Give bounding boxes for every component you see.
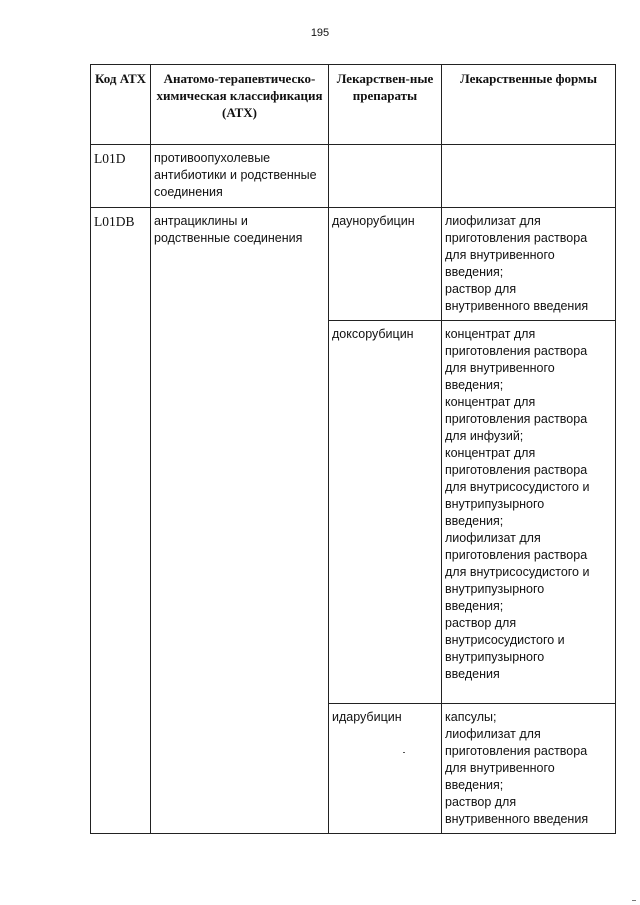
header-forms-label: Лекарственные формы — [459, 71, 598, 86]
dosage-form-line: внутрисосудистого и — [445, 633, 565, 647]
table-row — [91, 145, 616, 208]
dosage-form-line: введения; — [445, 378, 504, 392]
forms-cell — [442, 145, 616, 208]
forms-cell — [442, 704, 616, 834]
dosage-form-line: введения; — [445, 514, 504, 528]
forms-cell — [442, 208, 616, 321]
classification-cell: противоопухолевые антибиотики и родственные соединения — [151, 145, 329, 208]
dosage-form-line: введения; — [445, 778, 504, 792]
dosage-form-line: концентрат для — [445, 395, 536, 409]
dosage-form-line: приготовления раствора — [445, 412, 588, 426]
scan-speck — [403, 752, 405, 753]
dosage-form-line: для внутривенного — [445, 248, 555, 262]
dosage-form-line: лиофилизат для — [445, 214, 541, 228]
atx-classification-table — [90, 64, 616, 834]
header-classification — [151, 65, 329, 145]
dosage-form-line: внутривенного введения — [445, 812, 589, 826]
classification-cell: антрациклины и родственные соединения — [151, 208, 329, 834]
dosage-form-line: приготовления раствора — [445, 231, 588, 245]
drug-cell — [329, 145, 442, 208]
dosage-form-line: раствор для — [445, 616, 517, 630]
dosage-form-line: для внутривенного — [445, 761, 555, 775]
table-row — [91, 208, 616, 321]
dosage-form-line: приготовления раствора — [445, 548, 588, 562]
code-cell: L01D — [91, 145, 151, 208]
dosage-form-line: для внутрисосудистого и — [445, 565, 590, 579]
dosage-form-line: концентрат для — [445, 327, 536, 341]
dosage-form-line: для инфузий; — [445, 429, 524, 443]
page-number: 195 — [310, 27, 330, 39]
dosage-form-line: внутривенного введения — [445, 299, 589, 313]
dosage-form-line: внутрипузырного — [445, 650, 545, 664]
dosage-form-line: для внутрисосудистого и — [445, 480, 590, 494]
dosage-form-line: внутрипузырного — [445, 582, 545, 596]
table-header-row — [91, 65, 616, 145]
scan-edge-mark — [632, 900, 636, 901]
header-code-label: Код АТХ — [94, 71, 147, 86]
dosage-form-line: приготовления раствора — [445, 344, 588, 358]
dosage-form-line: приготовления раствора — [445, 744, 588, 758]
dosage-form-line: внутрипузырного — [445, 497, 545, 511]
code-cell: L01DB — [91, 208, 151, 834]
dosage-form-line: введения; — [445, 599, 504, 613]
drug-cell: идарубицин — [329, 704, 442, 834]
drug-cell: доксорубицин — [329, 321, 442, 704]
dosage-form-line: раствор для — [445, 282, 517, 296]
header-drugs-label: Лекарствен-ные препараты — [336, 71, 434, 103]
header-classification-label: Анатомо-терапевтическо-химическая классификация (АТХ) — [156, 71, 323, 120]
dosage-form-line: приготовления раствора — [445, 463, 588, 477]
forms-cell — [442, 321, 616, 704]
header-drugs — [329, 65, 442, 145]
dosage-form-line: лиофилизат для — [445, 531, 541, 545]
dosage-form-line: концентрат для — [445, 446, 536, 460]
header-code — [91, 65, 151, 145]
dosage-form-line: введения; — [445, 265, 504, 279]
dosage-form-line: капсулы; — [445, 710, 497, 724]
dosage-form-line: для внутривенного — [445, 361, 555, 375]
dosage-form-line: лиофилизат для — [445, 727, 541, 741]
header-forms — [442, 65, 616, 145]
dosage-form-line: раствор для — [445, 795, 517, 809]
drug-cell: даунорубицин — [329, 208, 442, 321]
dosage-form-line: введения — [445, 667, 500, 681]
